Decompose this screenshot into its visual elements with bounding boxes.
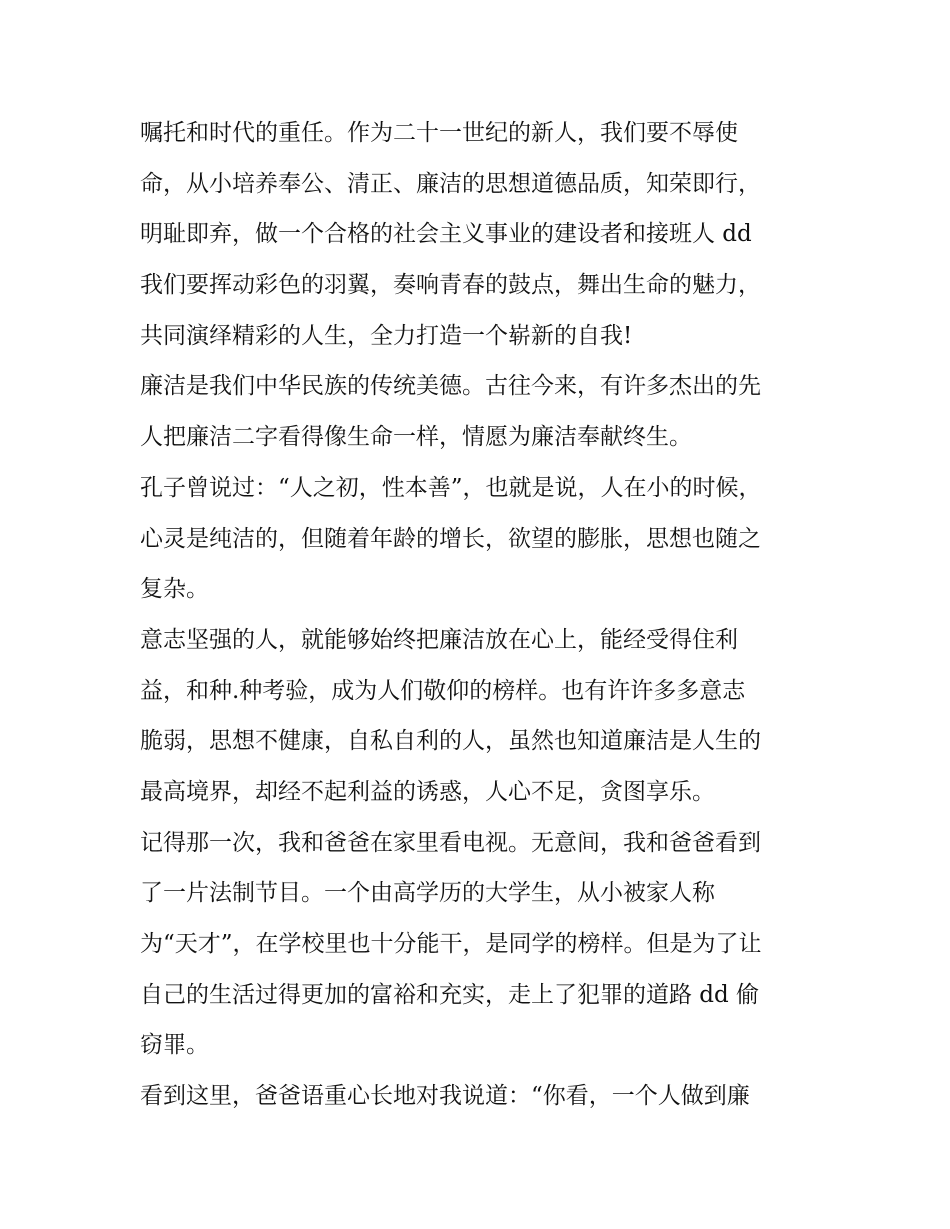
text-line: 了一片法制节目。一个由高学历的大学生，从小被家人称: [140, 880, 715, 907]
text-line: 心灵是纯洁的，但随着年龄的增长，欲望的膨胀，思想也随之: [140, 525, 761, 552]
text-line: 共同演绎精彩的人生，全力打造一个崭新的自我!: [140, 322, 633, 349]
text-line: 我们要挥动彩色的羽翼，奏响青春的鼓点，舞出生命的魅力，: [140, 272, 761, 299]
text-line: 记得那一次，我和爸爸在家里看电视。无意间，我和爸爸看到: [140, 829, 761, 856]
text-line: 看到这里，爸爸语重心长地对我说道：“你看，一个人做到廉: [140, 1083, 750, 1110]
text-line: 命，从小培养奉公、清正、廉洁的思想道德品质，知荣即行，: [140, 170, 761, 197]
text-line: 最高境界，却经不起利益的诱惑，人心不足，贪图享乐。: [140, 778, 715, 805]
text-line: 明耻即弃，做一个合格的社会主义事业的建设者和接班人 dd: [140, 221, 752, 248]
text-line: 廉洁是我们中华民族的传统美德。古往今来，有许多杰出的先: [140, 373, 761, 400]
text-line: 意志坚强的人，就能够始终把廉洁放在心上，能经受得住利: [140, 626, 738, 653]
text-line: 益，和种.种考验，成为人们敬仰的榜样。也有许许多多意志: [140, 677, 746, 704]
text-line: 为“天才”，在学校里也十分能干，是同学的榜样。但是为了让: [140, 931, 762, 957]
text-line: 自己的生活过得更加的富裕和充实，走上了犯罪的道路 dd 偷: [140, 981, 760, 1008]
text-line: 脆弱，思想不健康，自私自利的人，虽然也知道廉洁是人生的: [140, 728, 761, 755]
text-line: 人把廉洁二字看得像生命一样，情愿为廉洁奉献终生。: [140, 424, 692, 451]
text-line: 嘱托和时代的重任。作为二十一世纪的新人，我们要不辱使: [140, 120, 738, 146]
text-line: 孔子曾说过：“人之初，性本善”，也就是说，人在小的时候，: [140, 474, 762, 501]
text-line: 复杂。: [140, 576, 209, 603]
text-line: 窃罪。: [140, 1032, 209, 1059]
document-body: [140, 108, 840, 1122]
